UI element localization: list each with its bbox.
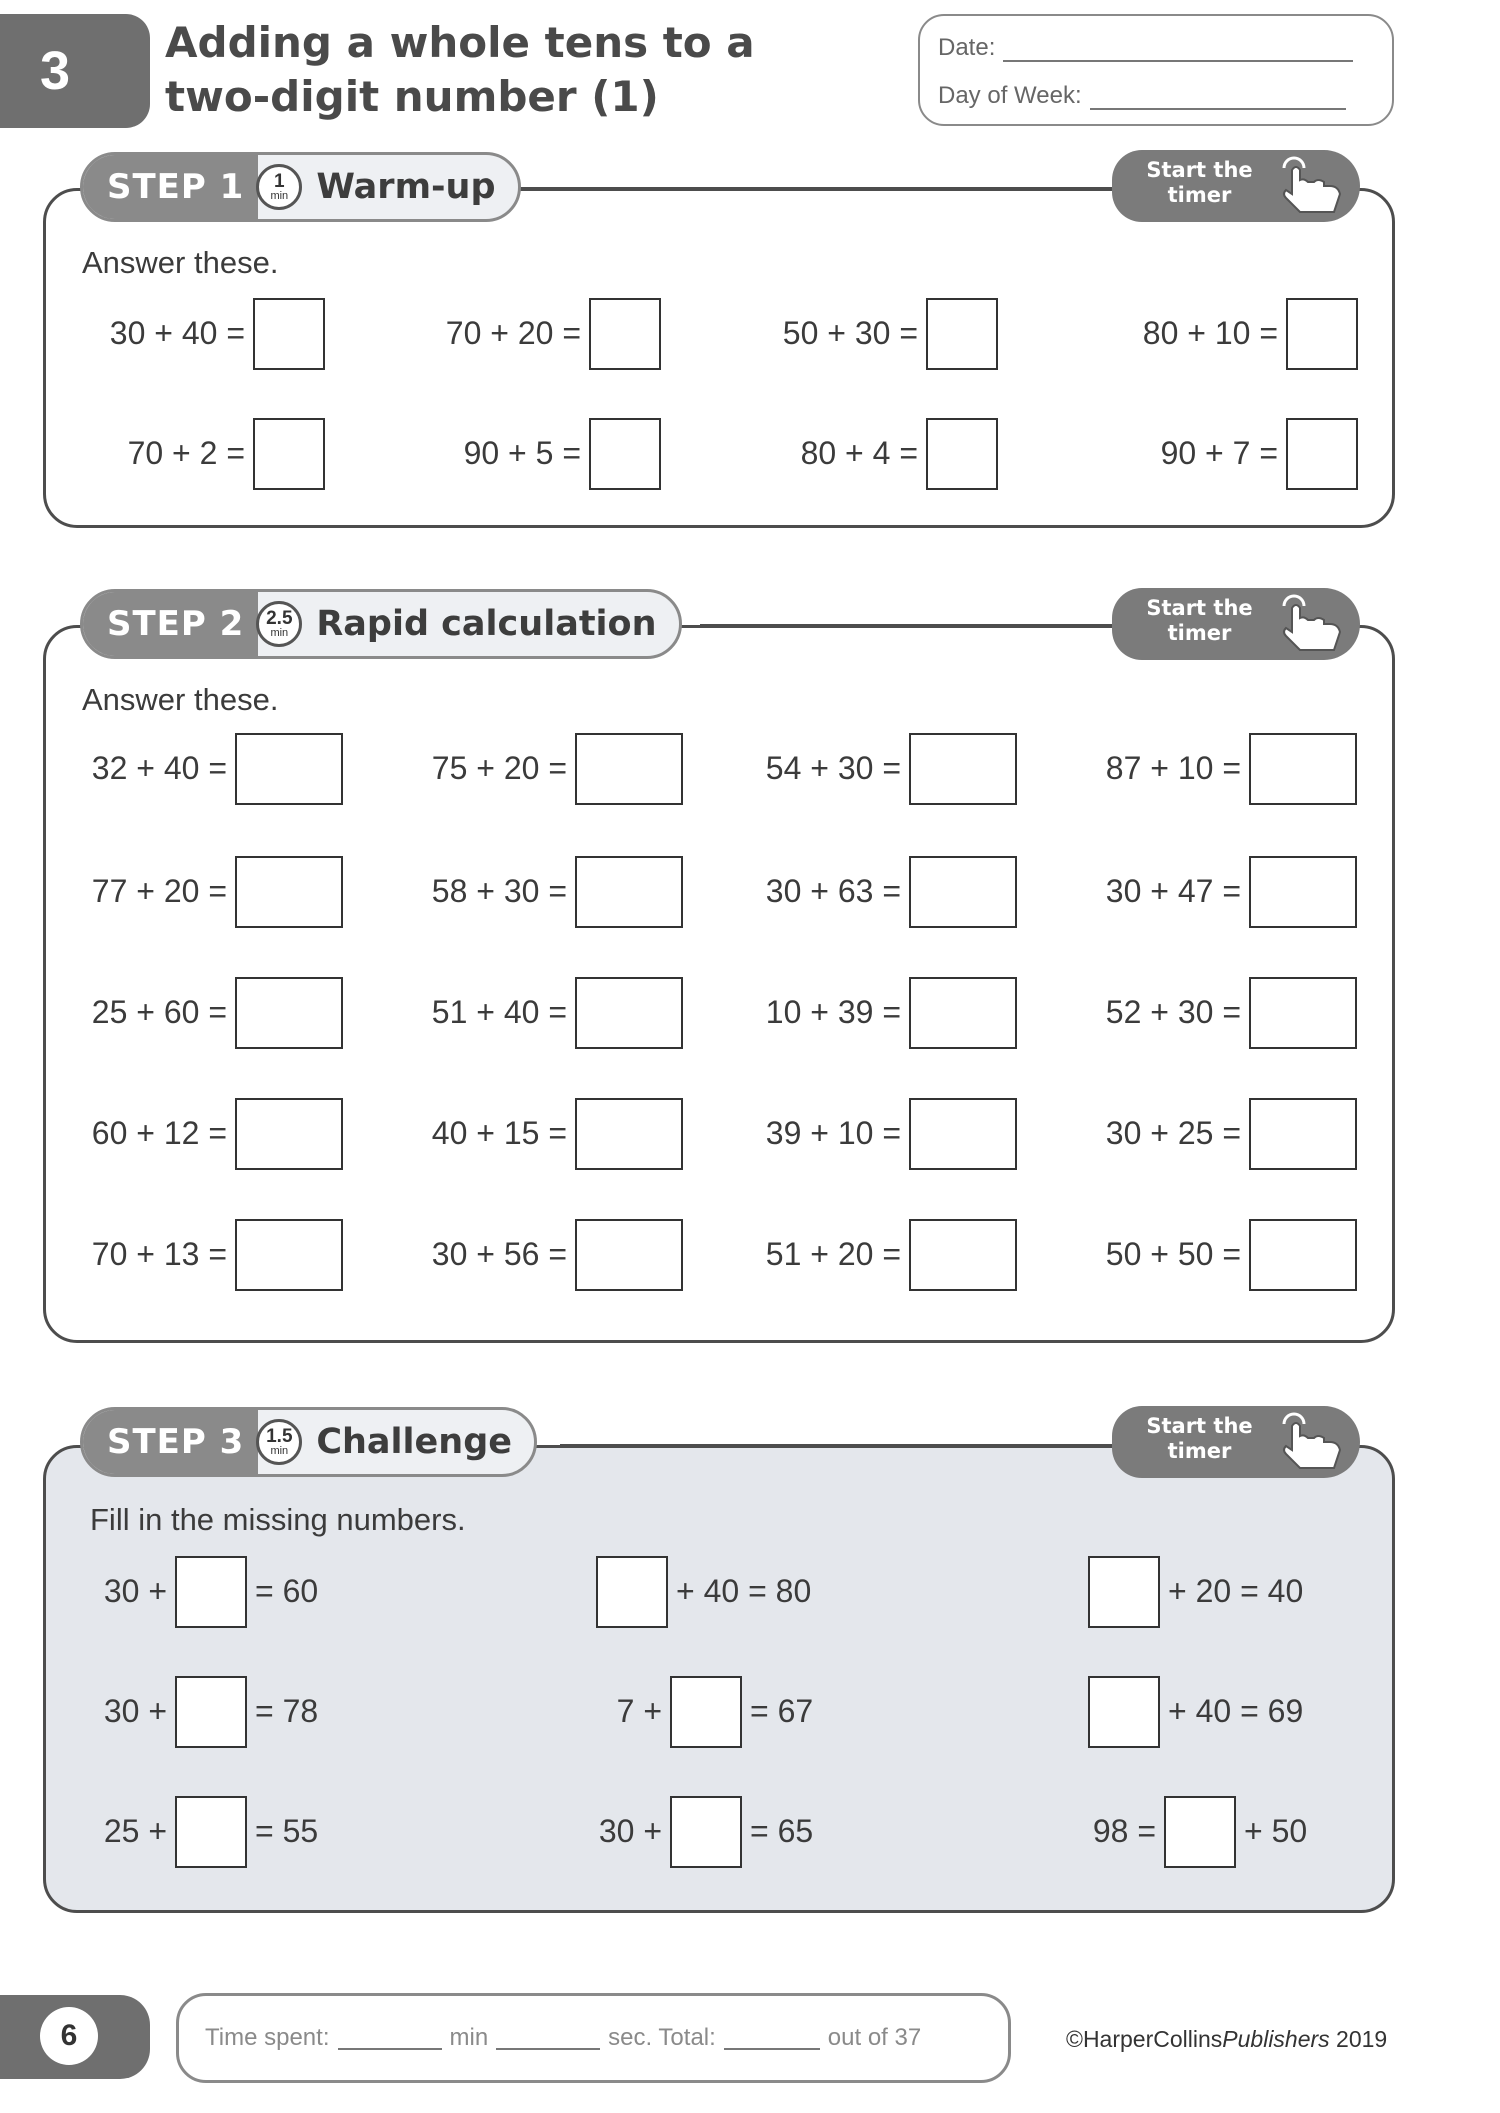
answer-box[interactable] xyxy=(575,977,683,1049)
equation-text: 90 + 7 = xyxy=(1160,435,1278,471)
step3-header xyxy=(80,1407,537,1477)
step2-clock-value: 2.5 xyxy=(266,607,293,629)
day-field[interactable] xyxy=(1090,90,1346,110)
step2-title: Rapid calculation xyxy=(316,604,657,644)
missing-number-box[interactable] xyxy=(1088,1676,1160,1748)
answer-box[interactable] xyxy=(1249,977,1357,1049)
equation-text: 30 + 40 = xyxy=(109,315,245,351)
answer-box[interactable] xyxy=(909,733,1017,805)
step1-instruction: Answer these. xyxy=(82,245,279,280)
equation-before: 30 + xyxy=(598,1813,662,1849)
equation-text: 32 + 40 = xyxy=(91,750,227,786)
step1-label: STEP 1 xyxy=(83,155,258,219)
step2-label: STEP 2 xyxy=(83,592,258,656)
day-row xyxy=(938,82,1346,110)
answer-box[interactable] xyxy=(1249,733,1357,805)
day-label: Day of Week: xyxy=(938,82,1082,109)
step3-clock-value: 1.5 xyxy=(266,1425,293,1447)
copyright-prefix: ©HarperCollins xyxy=(1066,2026,1223,2052)
pointing-hand-icon xyxy=(1278,1410,1348,1474)
answer-box[interactable] xyxy=(1286,298,1358,370)
equation-before: 30 + xyxy=(103,1693,167,1729)
seconds-field[interactable] xyxy=(496,2026,600,2050)
date-row xyxy=(938,34,1353,62)
timer-label-line1: Start the xyxy=(1146,596,1253,620)
answer-box[interactable] xyxy=(909,1219,1017,1291)
step3-clock-unit: min xyxy=(270,1444,289,1457)
answer-box[interactable] xyxy=(235,856,343,928)
equation-before: 7 + xyxy=(616,1693,662,1729)
sec-total-label: sec. Total: xyxy=(608,2024,716,2051)
min-label: min xyxy=(449,2024,489,2051)
time-spent-box xyxy=(176,1993,1011,2083)
start-timer-button-step3[interactable] xyxy=(1112,1406,1360,1478)
answer-box[interactable] xyxy=(589,298,661,370)
total-field[interactable] xyxy=(724,2026,820,2050)
answer-box[interactable] xyxy=(253,418,325,490)
date-field[interactable] xyxy=(1003,42,1353,62)
missing-number-box[interactable] xyxy=(175,1556,247,1628)
equation-text: 40 + 15 = xyxy=(431,1115,567,1151)
equation-text: 80 + 4 = xyxy=(800,435,918,471)
equation-text: 30 + 25 = xyxy=(1105,1115,1241,1151)
step1-title: Warm-up xyxy=(316,167,496,207)
step3-title: Challenge xyxy=(316,1422,512,1462)
equation-text: 30 + 63 = xyxy=(765,873,901,909)
answer-box[interactable] xyxy=(575,733,683,805)
equation-after: + 40 = 69 xyxy=(1168,1693,1304,1729)
answer-box[interactable] xyxy=(926,298,998,370)
page-number: 6 xyxy=(40,2007,98,2065)
copyright xyxy=(1066,2026,1387,2053)
step1-header-rule xyxy=(520,187,1120,190)
equation-text: 70 + 20 = xyxy=(445,315,581,351)
start-timer-button-step1[interactable] xyxy=(1112,150,1360,222)
missing-number-box[interactable] xyxy=(670,1676,742,1748)
equation-text: 10 + 39 = xyxy=(765,994,901,1030)
step1-panel xyxy=(43,188,1395,528)
answer-box[interactable] xyxy=(926,418,998,490)
time-spent-label: Time spent: xyxy=(205,2024,330,2051)
step1-header xyxy=(80,152,521,222)
missing-number-box[interactable] xyxy=(175,1676,247,1748)
equation-text: 80 + 10 = xyxy=(1142,315,1278,351)
date-label: Date: xyxy=(938,34,996,61)
pointing-hand-icon xyxy=(1278,154,1348,218)
pointing-hand-icon xyxy=(1278,592,1348,656)
answer-box[interactable] xyxy=(1249,1219,1357,1291)
answer-box[interactable] xyxy=(235,977,343,1049)
answer-box[interactable] xyxy=(575,856,683,928)
page-title xyxy=(165,16,805,124)
step3-header-rule xyxy=(560,1444,1120,1447)
answer-box[interactable] xyxy=(235,733,343,805)
equation-after: + 20 = 40 xyxy=(1168,1573,1304,1609)
answer-box[interactable] xyxy=(575,1219,683,1291)
answer-box[interactable] xyxy=(1249,856,1357,928)
missing-number-box[interactable] xyxy=(1164,1796,1236,1868)
start-timer-button-step2[interactable] xyxy=(1112,588,1360,660)
equation-after: = 65 xyxy=(750,1813,814,1849)
equation-text: 58 + 30 = xyxy=(431,873,567,909)
equation-text: 70 + 2 = xyxy=(127,435,245,471)
minutes-field[interactable] xyxy=(338,2026,442,2050)
out-of-label: out of 37 xyxy=(827,2024,922,2051)
equation-text: 50 + 50 = xyxy=(1105,1236,1241,1272)
equation-after: + 40 = 80 xyxy=(676,1573,812,1609)
equation-before: 25 + xyxy=(103,1813,167,1849)
answer-box[interactable] xyxy=(253,298,325,370)
step2-instruction: Answer these. xyxy=(82,682,279,717)
equation-after: + 50 xyxy=(1244,1813,1308,1849)
answer-box[interactable] xyxy=(1249,1098,1357,1170)
answer-box[interactable] xyxy=(909,856,1017,928)
equation-text: 60 + 12 = xyxy=(91,1115,227,1151)
stopwatch-icon xyxy=(256,1419,302,1465)
answer-box[interactable] xyxy=(235,1098,343,1170)
unit-number: 3 xyxy=(40,41,71,101)
timer-label-line1: Start the xyxy=(1146,1414,1253,1438)
copyright-publisher: Publishers xyxy=(1222,2026,1330,2052)
step2-header xyxy=(80,589,682,659)
equation-after: = 55 xyxy=(255,1813,319,1849)
missing-number-box[interactable] xyxy=(596,1556,668,1628)
equation-before: 30 + xyxy=(103,1573,167,1609)
step1-clock-unit: min xyxy=(270,189,289,202)
equation-after: = 60 xyxy=(255,1573,319,1609)
equation-after: = 67 xyxy=(750,1693,814,1729)
answer-box[interactable] xyxy=(589,418,661,490)
timer-label-line2: timer xyxy=(1167,183,1232,207)
step2-clock-unit: min xyxy=(270,626,289,639)
stopwatch-icon xyxy=(256,164,302,210)
equation-text: 52 + 30 = xyxy=(1105,994,1241,1030)
equation-text: 87 + 10 = xyxy=(1105,750,1241,786)
equation-text: 70 + 13 = xyxy=(91,1236,227,1272)
copyright-year: 2019 xyxy=(1329,2026,1388,2052)
equation-text: 39 + 10 = xyxy=(765,1115,901,1151)
equation-text: 77 + 20 = xyxy=(91,873,227,909)
missing-number-box[interactable] xyxy=(175,1796,247,1868)
equation-text: 25 + 60 = xyxy=(91,994,227,1030)
timer-label-line2: timer xyxy=(1167,621,1232,645)
missing-number-box[interactable] xyxy=(670,1796,742,1868)
equation-before: 98 = xyxy=(1092,1813,1156,1849)
equation-text: 75 + 20 = xyxy=(431,750,567,786)
equation-text: 51 + 20 = xyxy=(765,1236,901,1272)
equation-text: 30 + 47 = xyxy=(1105,873,1241,909)
step2-header-rule xyxy=(700,624,1120,627)
answer-box[interactable] xyxy=(575,1098,683,1170)
answer-box[interactable] xyxy=(1286,418,1358,490)
missing-number-box[interactable] xyxy=(1088,1556,1160,1628)
equation-after: = 78 xyxy=(255,1693,319,1729)
equation-text: 30 + 56 = xyxy=(431,1236,567,1272)
timer-label-line2: timer xyxy=(1167,1439,1232,1463)
page-title-line2: two-digit number (1) xyxy=(165,72,659,121)
equation-text: 54 + 30 = xyxy=(765,750,901,786)
page-title-line1: Adding a whole tens to a xyxy=(165,18,755,67)
equation-text: 50 + 30 = xyxy=(782,315,918,351)
unit-number-tab xyxy=(0,14,150,128)
step3-instruction: Fill in the missing numbers. xyxy=(90,1502,466,1537)
step3-label: STEP 3 xyxy=(83,1410,258,1474)
timer-label-line1: Start the xyxy=(1146,158,1253,182)
equation-text: 51 + 40 = xyxy=(431,994,567,1030)
equation-text: 90 + 5 = xyxy=(463,435,581,471)
answer-box[interactable] xyxy=(909,977,1017,1049)
date-box xyxy=(918,14,1394,126)
answer-box[interactable] xyxy=(909,1098,1017,1170)
stopwatch-icon xyxy=(256,601,302,647)
answer-box[interactable] xyxy=(235,1219,343,1291)
step1-clock-value: 1 xyxy=(274,170,285,192)
